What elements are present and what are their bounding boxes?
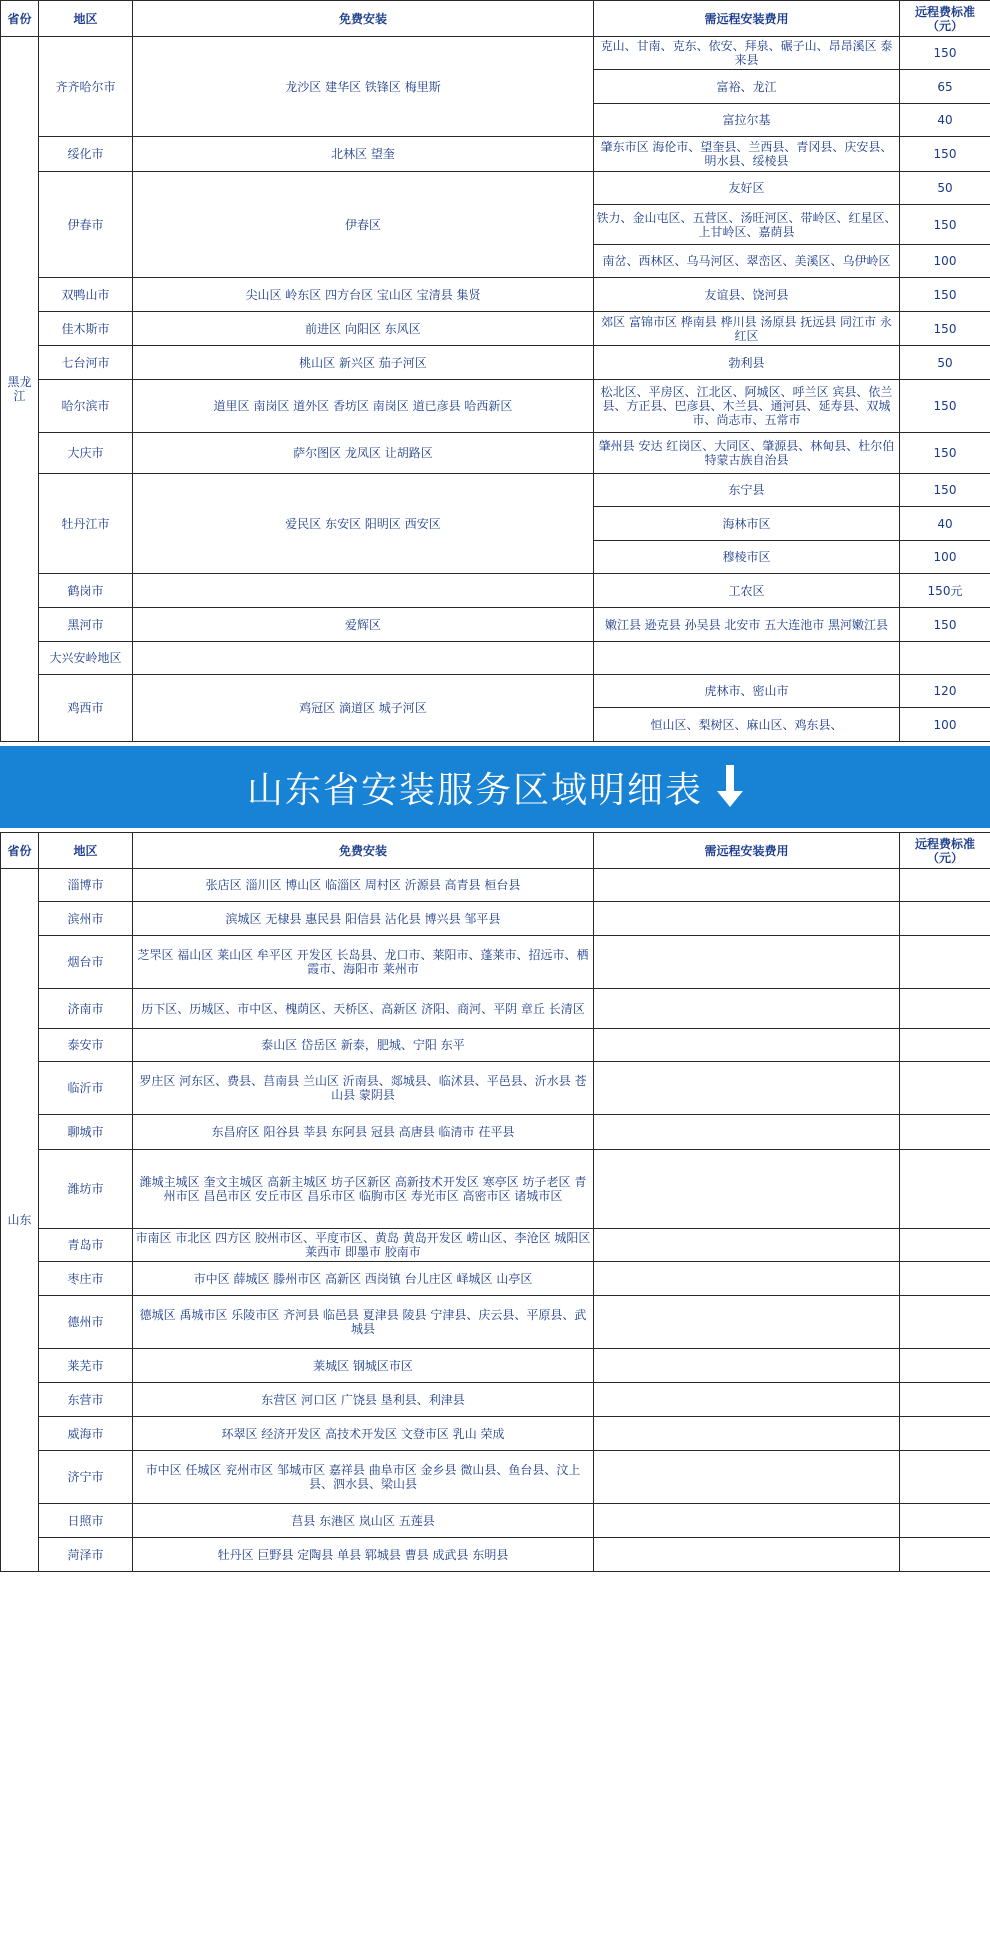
- table-row: [1, 1029, 990, 1062]
- remote-install-cell: [594, 1349, 900, 1383]
- table-row: [1, 608, 990, 642]
- free-install-cell: 潍城主城区 奎文主城区 高新主城区 坊子区新区 高新技术开发区 寒亭区 坊子老区 青州市区 昌邑市区 安丘市区 昌乐市区 临朐市区 寿光市区 高密市区 诸城市区: [133, 1150, 594, 1229]
- free-install-cell: 萨尔图区 龙凤区 让胡路区: [133, 433, 594, 474]
- fee-cell: [900, 936, 990, 989]
- region-cell: 哈尔滨市: [39, 380, 133, 433]
- free-install-cell: 东昌府区 阳谷县 莘县 东阿县 冠县 高唐县 临清市 茌平县: [133, 1115, 594, 1150]
- table-row: [1, 1383, 990, 1417]
- table-header-row: [1, 1, 990, 37]
- fee-cell: 120: [900, 675, 990, 708]
- remote-install-cell: 穆棱市区: [594, 541, 900, 574]
- remote-install-cell: [594, 1150, 900, 1229]
- region-cell: 日照市: [39, 1504, 133, 1538]
- fee-cell: [900, 1383, 990, 1417]
- remote-install-cell: 铁力、金山屯区、五营区、汤旺河区、带岭区、红星区、上甘岭区、嘉荫县: [594, 205, 900, 245]
- free-install-cell: 爱民区 东安区 阳明区 西安区: [133, 474, 594, 574]
- region-cell: 绥化市: [39, 137, 133, 172]
- remote-install-cell: [594, 1417, 900, 1451]
- free-install-cell: [133, 574, 594, 608]
- table-row: [1, 172, 990, 205]
- fee-cell: [900, 1538, 990, 1572]
- arrow-down-icon: [717, 765, 743, 809]
- region-cell: 临沂市: [39, 1062, 133, 1115]
- header-free-install: 免费安装: [133, 833, 594, 869]
- table-row: [1, 380, 990, 433]
- shandong-table: [0, 832, 990, 1572]
- remote-install-cell: 南岔、西林区、乌马河区、翠峦区、美溪区、乌伊岭区: [594, 245, 900, 278]
- fee-cell: [900, 1229, 990, 1262]
- region-cell: 七台河市: [39, 346, 133, 380]
- table-row: [1, 37, 990, 70]
- fee-cell: [900, 902, 990, 936]
- fee-cell: 100: [900, 245, 990, 278]
- remote-install-cell: [594, 902, 900, 936]
- fee-cell: 150: [900, 278, 990, 312]
- fee-cell: 150: [900, 608, 990, 642]
- table-row: [1, 675, 990, 708]
- remote-install-cell: 嫩江县 逊克县 孙吴县 北安市 五大连池市 黑河嫩江县: [594, 608, 900, 642]
- banner-title: 山东省安装服务区域明细表: [246, 769, 703, 811]
- remote-install-cell: 东宁县: [594, 474, 900, 507]
- remote-install-cell: 勃利县: [594, 346, 900, 380]
- heilongjiang-table: [0, 0, 990, 742]
- remote-install-cell: [594, 1538, 900, 1572]
- remote-install-cell: [594, 1296, 900, 1349]
- remote-install-cell: 肇东市区 海伦市、望奎县、兰西县、青冈县、庆安县、明水县、绥棱县: [594, 137, 900, 172]
- table-row: [1, 1349, 990, 1383]
- free-install-cell: 前进区 向阳区 东风区: [133, 312, 594, 346]
- remote-install-cell: [594, 1115, 900, 1150]
- region-cell: 双鸭山市: [39, 278, 133, 312]
- header-region: 地区: [39, 833, 133, 869]
- table-row: [1, 312, 990, 346]
- free-install-cell: 鸡冠区 滴道区 城子河区: [133, 675, 594, 742]
- region-cell: 牡丹江市: [39, 474, 133, 574]
- region-cell: 大庆市: [39, 433, 133, 474]
- region-cell: 威海市: [39, 1417, 133, 1451]
- free-install-cell: 市中区 任城区 兖州市区 邹城市区 嘉祥县 曲阜市区 金乡县 微山县、鱼台县、汶上县、泗水县、梁山县: [133, 1451, 594, 1504]
- fee-cell: [900, 642, 990, 675]
- fee-cell: [900, 1150, 990, 1229]
- free-install-cell: 历下区、历城区、市中区、槐荫区、天桥区、高新区 济阳、商河、平阴 章丘 长清区: [133, 989, 594, 1029]
- table-row: [1, 1062, 990, 1115]
- remote-install-cell: [594, 1029, 900, 1062]
- table-row: [1, 1417, 990, 1451]
- region-cell: 黑河市: [39, 608, 133, 642]
- remote-install-cell: 海林市区: [594, 507, 900, 541]
- region-cell: 佳木斯市: [39, 312, 133, 346]
- free-install-cell: 莱城区 钢城区市区: [133, 1349, 594, 1383]
- table-row: [1, 1115, 990, 1150]
- table-row: [1, 1229, 990, 1262]
- table-row: [1, 869, 990, 902]
- region-cell: 菏泽市: [39, 1538, 133, 1572]
- fee-cell: 150: [900, 474, 990, 507]
- free-install-cell: [133, 642, 594, 675]
- free-install-cell: 滨城区 无棣县 惠民县 阳信县 沾化县 博兴县 邹平县: [133, 902, 594, 936]
- remote-install-cell: 友谊县、饶河县: [594, 278, 900, 312]
- remote-install-cell: 肇州县 安达 红岗区、大同区、肇源县、林甸县、杜尔伯特蒙古族自治县: [594, 433, 900, 474]
- remote-install-cell: [594, 1451, 900, 1504]
- fee-cell: [900, 1262, 990, 1296]
- remote-install-cell: 友好区: [594, 172, 900, 205]
- fee-cell: 150元: [900, 574, 990, 608]
- remote-install-cell: 克山、甘南、克东、依安、拜泉、碾子山、昂昂溪区 泰来县: [594, 37, 900, 70]
- region-cell: 枣庄市: [39, 1262, 133, 1296]
- remote-install-cell: 富拉尔基: [594, 104, 900, 137]
- free-install-cell: 北林区 望奎: [133, 137, 594, 172]
- free-install-cell: 牡丹区 巨野县 定陶县 单县 郓城县 曹县 成武县 东明县: [133, 1538, 594, 1572]
- table-row: [1, 1262, 990, 1296]
- fee-cell: 150: [900, 37, 990, 70]
- header-province: 省份: [1, 833, 39, 869]
- table-row: [1, 1538, 990, 1572]
- free-install-cell: 芝罘区 福山区 莱山区 牟平区 开发区 长岛县、龙口市、莱阳市、蓬莱市、招远市、栖霞市、海阳市 莱州市: [133, 936, 594, 989]
- fee-cell: 150: [900, 205, 990, 245]
- fee-cell: 150: [900, 380, 990, 433]
- table-row: [1, 989, 990, 1029]
- fee-cell: [900, 1504, 990, 1538]
- fee-cell: [900, 1115, 990, 1150]
- table-row: [1, 642, 990, 675]
- fee-cell: [900, 1451, 990, 1504]
- free-install-cell: 市南区 市北区 四方区 胶州市区、平度市区、黄岛 黄岛开发区 崂山区、李沧区 城阳区 莱西市 即墨市 胶南市: [133, 1229, 594, 1262]
- header-free-install: 免费安装: [133, 1, 594, 37]
- free-install-cell: 市中区 薛城区 滕州市区 高新区 西岗镇 台儿庄区 峄城区 山亭区: [133, 1262, 594, 1296]
- table-row: [1, 1150, 990, 1229]
- region-cell: 大兴安岭地区: [39, 642, 133, 675]
- table-header-row: [1, 833, 990, 869]
- header-region: 地区: [39, 1, 133, 37]
- region-cell: 潍坊市: [39, 1150, 133, 1229]
- fee-cell: [900, 869, 990, 902]
- header-province: 省份: [1, 1, 39, 37]
- fee-cell: [900, 1296, 990, 1349]
- fee-cell: 40: [900, 507, 990, 541]
- region-cell: 东营市: [39, 1383, 133, 1417]
- free-install-cell: 伊春区: [133, 172, 594, 278]
- region-cell: 烟台市: [39, 936, 133, 989]
- region-cell: 鹤岗市: [39, 574, 133, 608]
- table-row: [1, 346, 990, 380]
- free-install-cell: 罗庄区 河东区、费县、莒南县 兰山区 沂南县、郯城县、临沭县、平邑县、沂水县 苍山县 蒙阴县: [133, 1062, 594, 1115]
- region-cell: 泰安市: [39, 1029, 133, 1062]
- remote-install-cell: [594, 1229, 900, 1262]
- free-install-cell: 道里区 南岗区 道外区 香坊区 南岗区 道已彦县 哈西新区: [133, 380, 594, 433]
- remote-install-cell: 富裕、龙江: [594, 70, 900, 104]
- free-install-cell: 莒县 东港区 岚山区 五莲县: [133, 1504, 594, 1538]
- fee-cell: 150: [900, 433, 990, 474]
- remote-install-cell: 虎林市、密山市: [594, 675, 900, 708]
- province-cell: 山东: [1, 869, 39, 1572]
- table-row: [1, 902, 990, 936]
- fee-cell: 65: [900, 70, 990, 104]
- free-install-cell: 东营区 河口区 广饶县 垦利县、利津县: [133, 1383, 594, 1417]
- free-install-cell: 龙沙区 建华区 铁锋区 梅里斯: [133, 37, 594, 137]
- shandong-banner: [0, 746, 990, 828]
- region-cell: 青岛市: [39, 1229, 133, 1262]
- table-row: [1, 137, 990, 172]
- table-row: [1, 574, 990, 608]
- remote-install-cell: [594, 1504, 900, 1538]
- header-remote-install: 需远程安装费用: [594, 1, 900, 37]
- fee-cell: [900, 1417, 990, 1451]
- region-cell: 莱芜市: [39, 1349, 133, 1383]
- header-fee-standard: 远程费标准 （元）: [900, 833, 990, 869]
- remote-install-cell: 郊区 富锦市区 桦南县 桦川县 汤原县 抚远县 同江市 永红区: [594, 312, 900, 346]
- table-row: [1, 1504, 990, 1538]
- table-row: [1, 433, 990, 474]
- region-cell: 齐齐哈尔市: [39, 37, 133, 137]
- region-cell: 淄博市: [39, 869, 133, 902]
- fee-cell: 40: [900, 104, 990, 137]
- fee-cell: 150: [900, 312, 990, 346]
- remote-install-cell: [594, 869, 900, 902]
- remote-install-cell: [594, 1383, 900, 1417]
- remote-install-cell: [594, 642, 900, 675]
- region-cell: 聊城市: [39, 1115, 133, 1150]
- remote-install-cell: 松北区、平房区、江北区、阿城区、呼兰区 宾县、依兰县、方正县、巴彦县、木兰县、通河县、延寿县、双城市、尚志市、五常市: [594, 380, 900, 433]
- fee-cell: 50: [900, 172, 990, 205]
- region-cell: 滨州市: [39, 902, 133, 936]
- free-install-cell: 泰山区 岱岳区 新泰，肥城、宁阳 东平: [133, 1029, 594, 1062]
- table-row: [1, 1451, 990, 1504]
- fee-cell: 150: [900, 137, 990, 172]
- free-install-cell: 桃山区 新兴区 茄子河区: [133, 346, 594, 380]
- remote-install-cell: [594, 936, 900, 989]
- fee-cell: [900, 1349, 990, 1383]
- header-remote-install: 需远程安装费用: [594, 833, 900, 869]
- table-row: [1, 474, 990, 507]
- fee-cell: [900, 1062, 990, 1115]
- province-cell: 黑龙 江: [1, 37, 39, 742]
- remote-install-cell: [594, 989, 900, 1029]
- fee-cell: [900, 989, 990, 1029]
- table-row: [1, 1296, 990, 1349]
- free-install-cell: 环翠区 经济开发区 高技术开发区 文登市区 乳山 荣成: [133, 1417, 594, 1451]
- remote-install-cell: 工农区: [594, 574, 900, 608]
- region-cell: 济宁市: [39, 1451, 133, 1504]
- fee-cell: 100: [900, 541, 990, 574]
- free-install-cell: 张店区 淄川区 博山区 临淄区 周村区 沂源县 高青县 桓台县: [133, 869, 594, 902]
- fee-cell: 50: [900, 346, 990, 380]
- remote-install-cell: [594, 1262, 900, 1296]
- remote-install-cell: 恒山区、梨树区、麻山区、鸡东县、: [594, 708, 900, 742]
- header-fee-standard: 远程费标准 （元）: [900, 1, 990, 37]
- region-cell: 伊春市: [39, 172, 133, 278]
- region-cell: 德州市: [39, 1296, 133, 1349]
- free-install-cell: 尖山区 岭东区 四方台区 宝山区 宝清县 集贤: [133, 278, 594, 312]
- free-install-cell: 德城区 禹城市区 乐陵市区 齐河县 临邑县 夏津县 陵县 宁津县、庆云县、平原县、武城县: [133, 1296, 594, 1349]
- region-cell: 济南市: [39, 989, 133, 1029]
- fee-cell: 100: [900, 708, 990, 742]
- fee-cell: [900, 1029, 990, 1062]
- remote-install-cell: [594, 1062, 900, 1115]
- free-install-cell: 爱辉区: [133, 608, 594, 642]
- table-row: [1, 936, 990, 989]
- region-cell: 鸡西市: [39, 675, 133, 742]
- table-row: [1, 278, 990, 312]
